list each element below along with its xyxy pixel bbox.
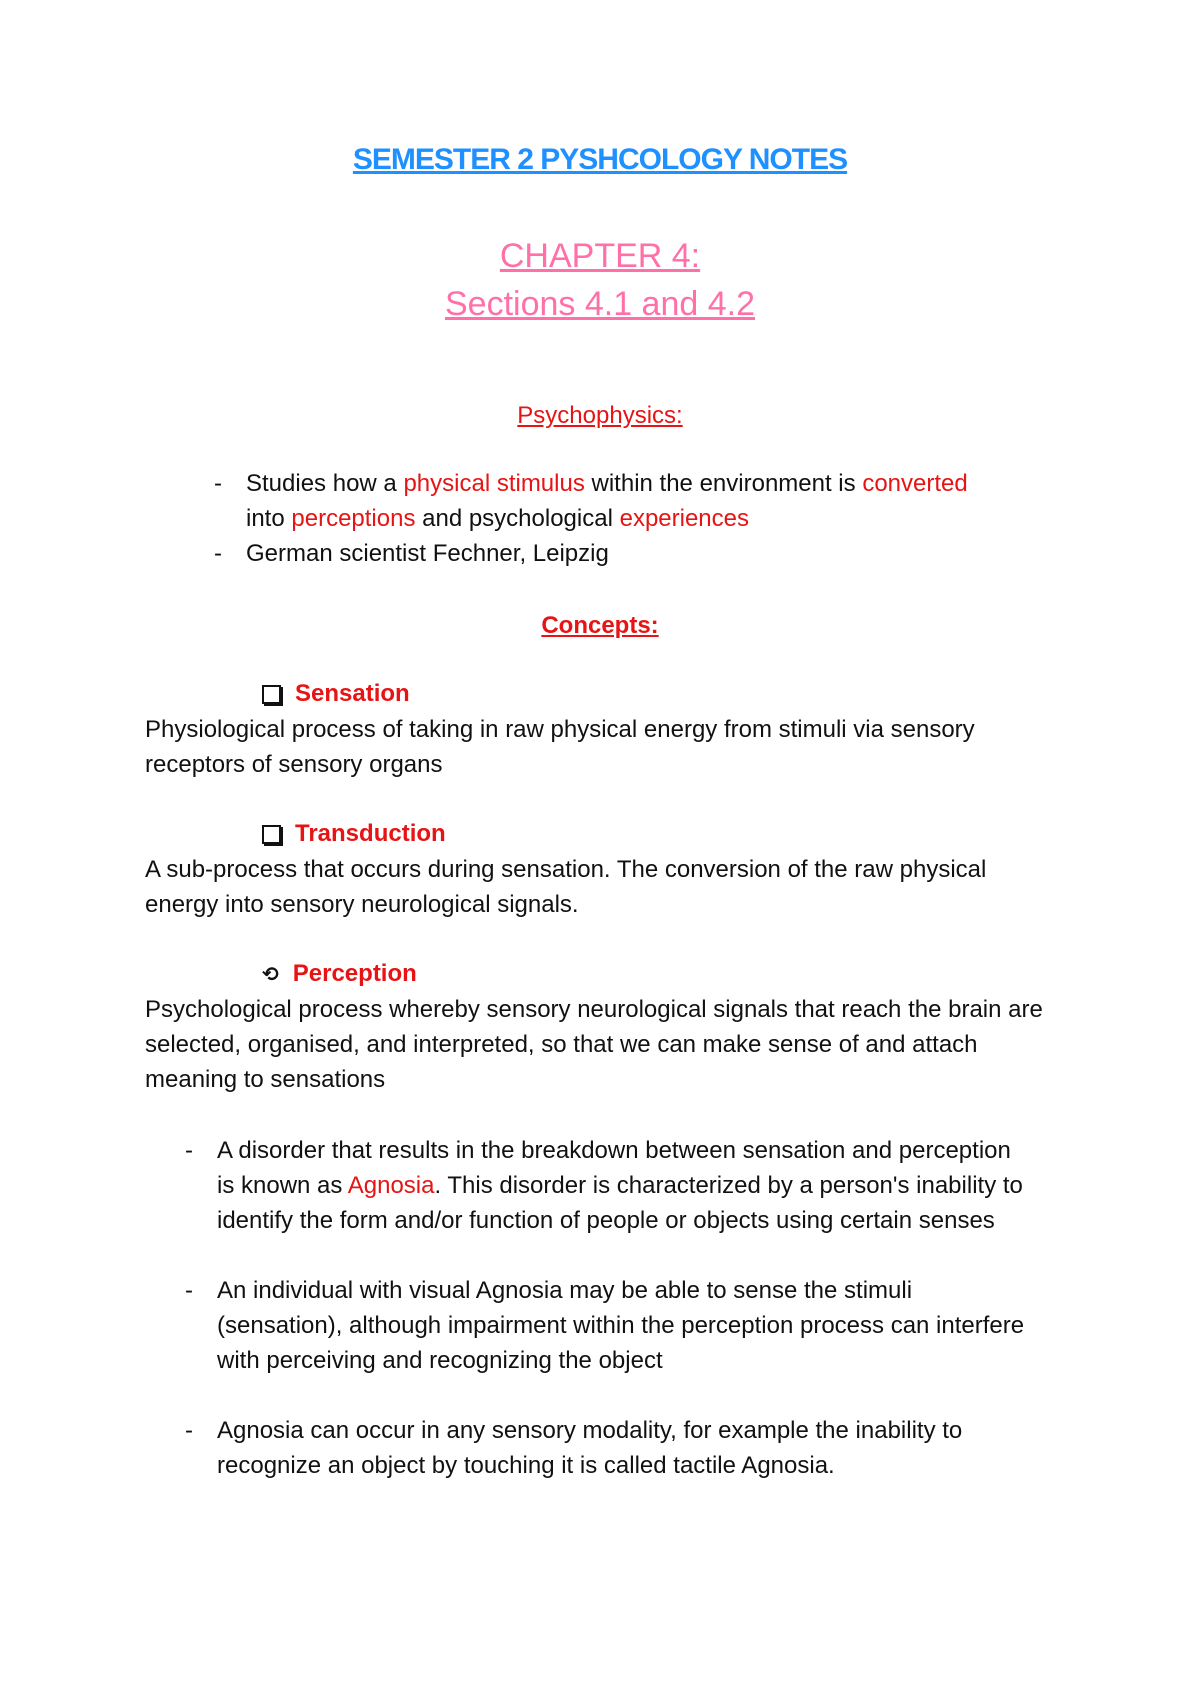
- concept-description-transduction: A sub-process that occurs during sensation. The conversion of the raw physical energy into sensory neurological signals.: [145, 856, 987, 918]
- concepts-heading: Concepts:: [541, 612, 659, 639]
- checkbox-icon: [262, 825, 281, 844]
- list-item: - An individual with visual Agnosia may be able to sense the stimuli (sensation), although impairment within the perception process can interfere with perceiving and recognizing the object: [185, 1273, 1025, 1378]
- psychophysics-bullets: [214, 466, 1094, 571]
- checkbox-icon: [262, 685, 281, 704]
- dash-bullet-icon: -: [185, 1277, 193, 1304]
- chapter-heading: [0, 232, 1200, 328]
- dash-bullet-icon: -: [214, 470, 222, 497]
- list-item: [214, 466, 1094, 536]
- cycle-arrows-icon: ⟲: [262, 963, 279, 986]
- chapter-line-2: Sections 4.1 and 4.2: [444, 285, 755, 323]
- concept-title-transduction: Transduction: [262, 820, 446, 848]
- concept-description-perception: Psychological process whereby sensory neurological signals that reach the brain are selected, organised, and interpreted, so that we can make sense of and attach meaning to sensations: [145, 996, 1043, 1093]
- concept-title-perception: ⟲ Perception: [262, 960, 417, 987]
- concept-title-sensation: Sensation: [262, 680, 410, 708]
- chapter-line-1: CHAPTER 4:: [499, 237, 701, 275]
- dash-bullet-icon: -: [185, 1417, 193, 1444]
- agnosia-bullets: [185, 1133, 1025, 1483]
- concept-description-sensation: Physiological process of taking in raw physical energy from stimuli via sensory receptors of sensory organs: [145, 716, 975, 778]
- bullet-text: Studies how a physical stimulus within the environment is converted into perceptions and psychological experiences: [246, 470, 968, 532]
- dash-bullet-icon: -: [185, 1137, 193, 1164]
- psychophysics-heading: Psychophysics:: [517, 402, 683, 429]
- document-title: SEMESTER 2 PYSHCOLOGY NOTES: [352, 143, 848, 176]
- list-item: - Agnosia can occur in any sensory modality, for example the inability to recognize an object by touching it is called tactile Agnosia.: [185, 1413, 1025, 1483]
- list-item: - German scientist Fechner, Leipzig: [214, 536, 1094, 571]
- list-item: [185, 1133, 1025, 1238]
- dash-bullet-icon: -: [214, 540, 222, 567]
- bullet-text: A disorder that results in the breakdown between sensation and perception is known as Agnosia. This disorder is characterized by a person's inability to identify the form and/or function of people or objects using certain senses: [217, 1137, 1023, 1234]
